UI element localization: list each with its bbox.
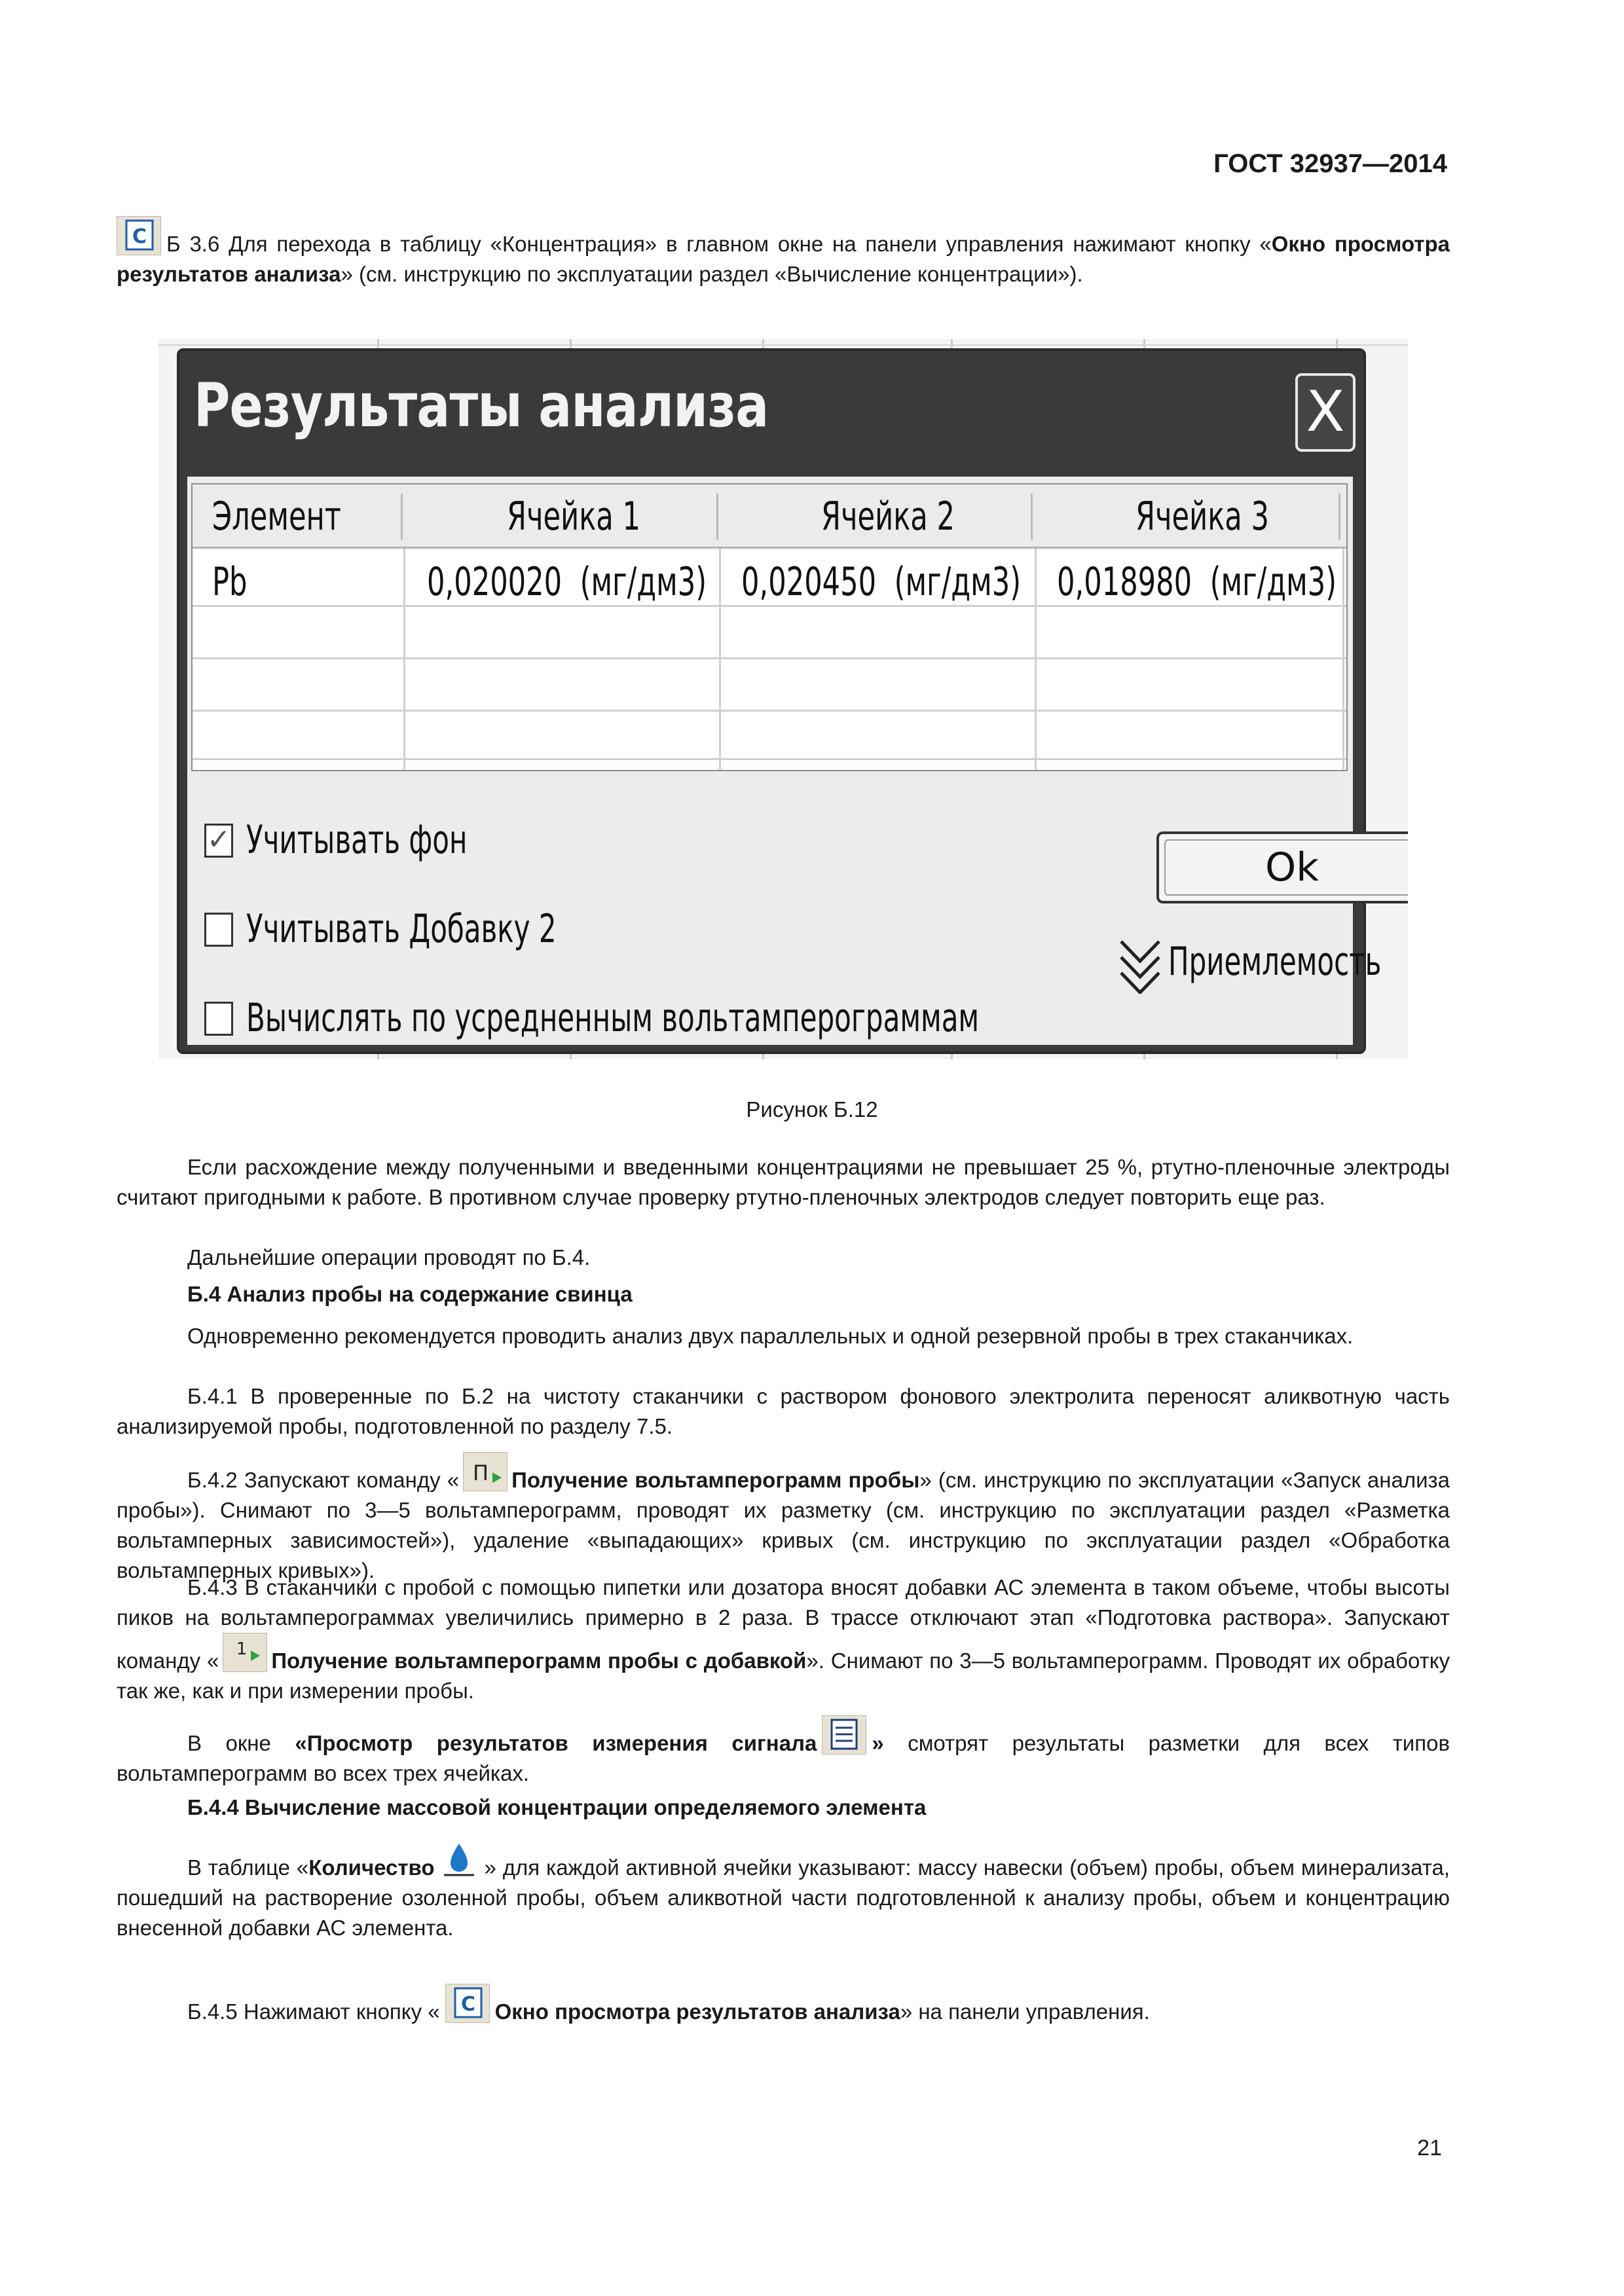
ok-button-label: Ok [1265,845,1319,890]
cell-value-1: 0,020020 (мг/дм3) [427,559,707,605]
checkbox-background[interactable]: ✓ [204,824,233,858]
double-chevron-down-icon [1117,935,1163,994]
close-icon[interactable]: X [1295,373,1356,452]
checkbox-averaged[interactable] [204,1002,233,1036]
intro-prefix: Б 3.6 Для перехода в таблицу «Концентрация» в главном окне на панели управления нажимают кнопку « [166,232,1272,256]
paragraph-b45: Б.4.5 Нажимают кнопку « C Окно просмотра результатов анализа» на панели управления. [117,1984,1450,2027]
checkbox-averaged-label: Вычислять по усредненным вольтамперограммам [246,995,980,1041]
svg-text:1: 1 [236,1639,248,1659]
column-header-cell3: Ячейка 3 [1135,494,1269,539]
paragraph-b42: Б.4.2 Запускают команду « П Получение вольтамперограмм пробы» (см. инструкцию по эксплуатации «Запуск анализа пробы»). Снимают по 3—5 вольтамперограмм, проводят их разметку (см. инструкцию по эксплуатации раздел «Разметка вольтамперных зависимостей»), удаление «выпадающих» кривых (см. инструкцию по эксплуатации раздел «Обработка вольтамперных кривых»). [117,1452,1450,1586]
paragraph-p3: Одновременно рекомендуется проводить анализ двух параллельных и одной резервной пробы в трех стаканчиках. [187,1324,1354,1348]
intro-suffix: » (см. инструкцию по эксплуатации раздел «Вычисление концентрации»). [341,262,1083,286]
cell-value-3: 0,018980 (мг/дм3) [1057,559,1337,605]
column-header-cell1: Ячейка 1 [507,494,640,539]
ok-button[interactable] [1156,831,1408,903]
checkbox-additive2-label: Учитывать Добавку 2 [246,906,557,952]
results-dialog [177,348,1382,1054]
heading-b4: Б.4 Анализ пробы на содержание свинца [187,1282,633,1306]
svg-text:C: C [132,225,147,248]
signal-view-icon [822,1715,866,1755]
table-header [193,484,1346,549]
dialog-title: Результаты анализа [194,371,769,441]
results-dialog-screenshot [158,339,1408,1059]
paragraph-p2: Дальнейшие операции проводят по Б.4. [187,1245,591,1269]
paragraph-quantity: В таблице «Количество » для каждой активной ячейки указывают: массу навески (объем) пробы, объем минерализата, пошедший на растворение озоленной пробы, объем аликвотной части подготовленной к анализу пробы, объем и концентрацию внесенной добавки АС элемента. [117,1840,1450,1943]
checkbox-additive2[interactable] [204,913,233,947]
results-window-icon [445,1984,490,2023]
paragraph-b36 [117,216,1450,289]
run-sample-icon [463,1452,507,1491]
column-header-element: Элемент [212,494,341,539]
figure-caption: Рисунок Б.12 [746,1097,878,1121]
run-additive-icon [223,1633,267,1672]
acceptability-label: Приемлемость [1168,939,1382,985]
paragraph-signal-view: В окне «Просмотр результатов измерения сигнала » смотрят результаты разметки для всех типов вольтамперограмм во всех трех ячейках. [117,1715,1450,1789]
cell-value-2: 0,020450 (мг/дм3) [741,559,1022,605]
svg-text:C: C [460,1993,475,2016]
intro-button-name: Окно просмотра результатов анализа [117,232,1450,286]
checkbox-background-label: Учитывать фон [246,817,468,863]
column-header-cell2: Ячейка 2 [821,494,955,539]
quantity-drop-icon [437,1840,482,1879]
paragraph-b41: Б.4.1 В проверенные по Б.2 на чистоту стаканчики с раствором фонового электролита переносят аликвотную часть анализируемой пробы, подготовленной по разделу 7.5. [117,1384,1450,1438]
page-number: 21 [1417,2136,1442,2160]
cell-element: Pb [212,559,248,605]
heading-b44: Б.4.4 Вычисление массовой концентрации определяемого элемента [187,1795,927,1819]
results-window-icon [117,216,161,255]
paragraph-b43: Б.4.3 В стаканчики с пробой с помощью пипетки или дозатора вносят добавки АС элемента в таком объеме, чтобы высоты пиков на вольтамперограммах увеличились примерно в 2 раза. В трассе отключают этап «Подготовка раствора». Запускают команду « 1 Получение вольтамперограмм пробы с добавкой». Снимают по 3—5 вольтамперограмм. Проводят их обработку так же, как и при измерении пробы. [117,1575,1450,1703]
paragraph-p1: Если расхождение между полученными и введенными концентрациями не превышает 25 %, ртутно-пленочные электроды считают пригодными к работе. В противном случае проверку ртутно-пленочных электродов следует повторить еще раз. [117,1155,1450,1209]
svg-text:П: П [473,1461,489,1485]
dialog-body [187,477,1382,1045]
document-header: ГОСТ 32937—2014 [1213,149,1447,178]
results-table [191,483,1348,771]
